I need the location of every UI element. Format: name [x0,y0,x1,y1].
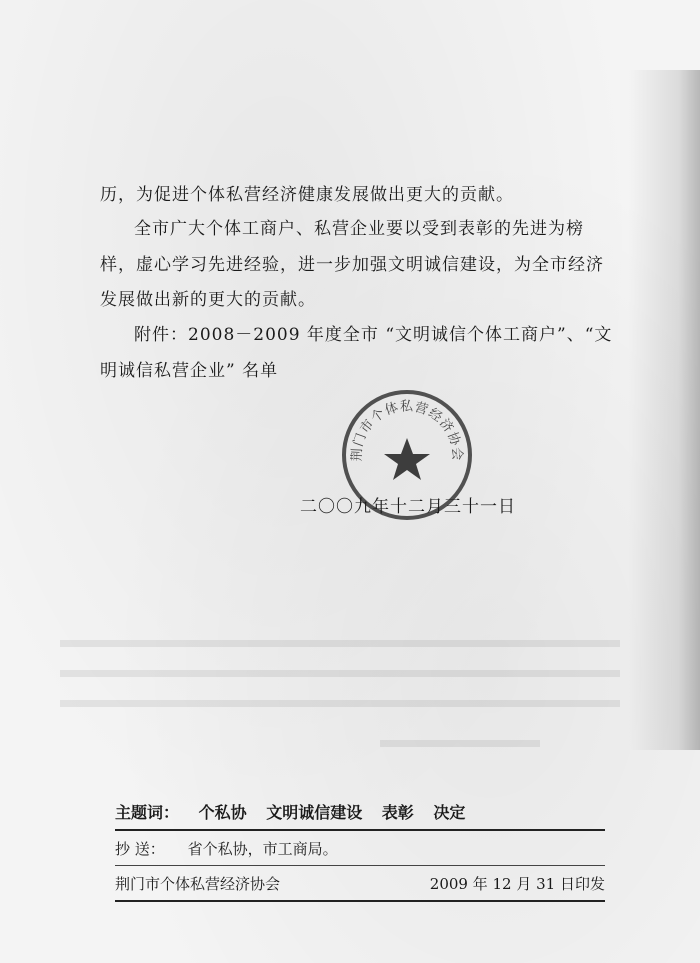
cc-label: 抄 送： [115,840,165,858]
bleed-mark [60,700,620,707]
bleed-mark [60,670,620,677]
issuer-line [115,866,605,902]
bleed-mark [60,640,620,647]
attachment-line: 附件：2008－2009 年度全市 “文明诚信个体工商户”、“文 [134,325,613,345]
issue-date-line: 二〇〇九年十二月三十一日 [300,497,516,517]
body-line: 发展做出新的更大的贡献。 [100,290,316,310]
subject-words [115,800,605,831]
bleed-mark [380,740,540,747]
attachment-line: 明诚信私营企业” 名单 [100,361,279,381]
cc-value: 省个私协，市工商局。 [187,840,338,858]
subject-keyword: 表彰 [381,803,414,822]
subject-label: 主题词： [115,803,180,822]
cc-line [115,831,605,866]
body-line: 历，为促进个体私营经济健康发展做出更大的贡献。 [100,185,514,205]
subject-keyword: 个私协 [198,803,247,822]
body-line: 全市广大个体工商户、私营企业要以受到表彰的先进为榜 [134,219,584,239]
printed-date: 2009 年 12 月 31 日印发 [429,875,605,893]
star-icon [384,438,430,480]
subject-keyword: 文明诚信建设 [266,803,363,822]
issuer-name: 荆门市个体私营经济协会 [115,875,281,893]
subject-keyword: 决定 [433,803,466,822]
body-line: 样，虚心学习先进经验，进一步加强文明诚信建设，为全市经济 [100,255,604,275]
scan-shadow [628,70,700,750]
document-footer [115,800,605,902]
seal-text: 荆门市个体私营经济协会 [349,399,465,462]
